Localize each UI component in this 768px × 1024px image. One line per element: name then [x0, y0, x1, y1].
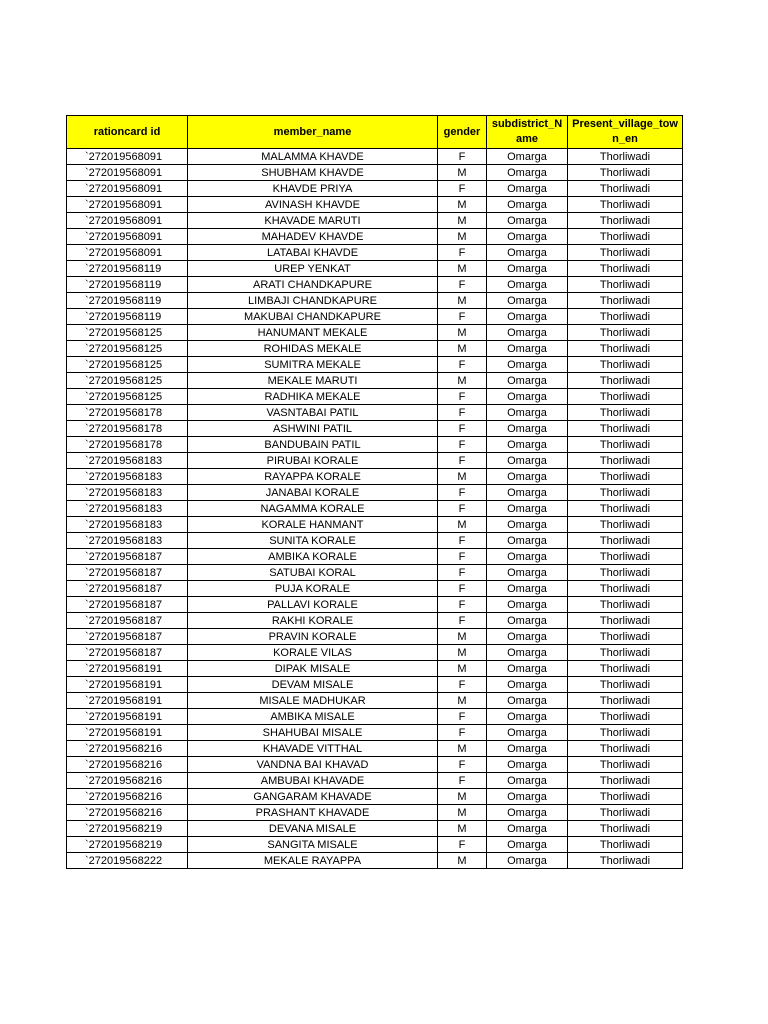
table-row [67, 261, 683, 277]
table-row [67, 709, 683, 725]
table-row [67, 421, 683, 437]
cell-gender: M [438, 517, 487, 533]
cell-gender: F [438, 501, 487, 517]
cell-subdistrict: Omarga [487, 453, 568, 469]
cell-rationcard-id: `272019568183 [67, 501, 188, 517]
table-row [67, 661, 683, 677]
cell-subdistrict: Omarga [487, 629, 568, 645]
table-row [67, 341, 683, 357]
cell-rationcard-id: `272019568187 [67, 613, 188, 629]
cell-subdistrict: Omarga [487, 741, 568, 757]
cell-village: Thorliwadi [568, 181, 683, 197]
cell-subdistrict: Omarga [487, 277, 568, 293]
table-body [67, 149, 683, 869]
cell-subdistrict: Omarga [487, 501, 568, 517]
cell-gender: F [438, 149, 487, 165]
table-row [67, 373, 683, 389]
cell-gender: M [438, 261, 487, 277]
cell-gender: F [438, 773, 487, 789]
cell-rationcard-id: `272019568187 [67, 581, 188, 597]
cell-rationcard-id: `272019568191 [67, 693, 188, 709]
cell-gender: F [438, 613, 487, 629]
cell-rationcard-id: `272019568125 [67, 341, 188, 357]
cell-gender: M [438, 229, 487, 245]
cell-gender: F [438, 245, 487, 261]
cell-rationcard-id: `272019568119 [67, 309, 188, 325]
table-row [67, 149, 683, 165]
cell-village: Thorliwadi [568, 773, 683, 789]
cell-subdistrict: Omarga [487, 789, 568, 805]
cell-subdistrict: Omarga [487, 245, 568, 261]
cell-rationcard-id: `272019568091 [67, 165, 188, 181]
cell-gender: M [438, 661, 487, 677]
cell-member-name: KHAVDE PRIYA [188, 181, 438, 197]
cell-subdistrict: Omarga [487, 613, 568, 629]
cell-village: Thorliwadi [568, 549, 683, 565]
cell-member-name: VANDNA BAI KHAVAD [188, 757, 438, 773]
cell-member-name: VASNTABAI PATIL [188, 405, 438, 421]
table-row [67, 501, 683, 517]
cell-village: Thorliwadi [568, 581, 683, 597]
cell-member-name: LIMBAJI CHANDKAPURE [188, 293, 438, 309]
cell-member-name: MEKALE MARUTI [188, 373, 438, 389]
cell-subdistrict: Omarga [487, 581, 568, 597]
cell-village: Thorliwadi [568, 629, 683, 645]
cell-gender: F [438, 533, 487, 549]
cell-member-name: HANUMANT MEKALE [188, 325, 438, 341]
cell-rationcard-id: `272019568216 [67, 805, 188, 821]
cell-subdistrict: Omarga [487, 389, 568, 405]
table-row [67, 853, 683, 869]
cell-subdistrict: Omarga [487, 533, 568, 549]
cell-member-name: LATABAI KHAVDE [188, 245, 438, 261]
table-row [67, 517, 683, 533]
cell-subdistrict: Omarga [487, 757, 568, 773]
cell-village: Thorliwadi [568, 373, 683, 389]
table-row [67, 437, 683, 453]
table-row [67, 773, 683, 789]
cell-subdistrict: Omarga [487, 709, 568, 725]
cell-rationcard-id: `272019568178 [67, 437, 188, 453]
cell-subdistrict: Omarga [487, 837, 568, 853]
table-row [67, 325, 683, 341]
cell-rationcard-id: `272019568119 [67, 277, 188, 293]
cell-village: Thorliwadi [568, 565, 683, 581]
cell-rationcard-id: `272019568125 [67, 389, 188, 405]
cell-subdistrict: Omarga [487, 821, 568, 837]
table-row [67, 309, 683, 325]
table-row [67, 693, 683, 709]
cell-rationcard-id: `272019568187 [67, 645, 188, 661]
cell-village: Thorliwadi [568, 261, 683, 277]
cell-gender: F [438, 485, 487, 501]
table-row [67, 405, 683, 421]
cell-subdistrict: Omarga [487, 565, 568, 581]
cell-rationcard-id: `272019568191 [67, 677, 188, 693]
cell-village: Thorliwadi [568, 149, 683, 165]
cell-gender: F [438, 677, 487, 693]
cell-member-name: PALLAVI KORALE [188, 597, 438, 613]
cell-member-name: ASHWINI PATIL [188, 421, 438, 437]
table-row [67, 165, 683, 181]
cell-gender: M [438, 213, 487, 229]
cell-subdistrict: Omarga [487, 469, 568, 485]
cell-rationcard-id: `272019568091 [67, 197, 188, 213]
cell-village: Thorliwadi [568, 693, 683, 709]
cell-subdistrict: Omarga [487, 165, 568, 181]
cell-member-name: MISALE MADHUKAR [188, 693, 438, 709]
cell-member-name: GANGARAM KHAVADE [188, 789, 438, 805]
cell-member-name: PIRUBAI KORALE [188, 453, 438, 469]
table-row [67, 677, 683, 693]
cell-member-name: AMBUBAI KHAVADE [188, 773, 438, 789]
cell-rationcard-id: `272019568187 [67, 597, 188, 613]
cell-gender: M [438, 805, 487, 821]
cell-gender: F [438, 277, 487, 293]
cell-village: Thorliwadi [568, 837, 683, 853]
cell-village: Thorliwadi [568, 725, 683, 741]
col-header-rationcard-id: rationcard id [67, 116, 188, 149]
cell-village: Thorliwadi [568, 453, 683, 469]
cell-subdistrict: Omarga [487, 485, 568, 501]
cell-rationcard-id: `272019568187 [67, 629, 188, 645]
cell-subdistrict: Omarga [487, 773, 568, 789]
cell-gender: F [438, 709, 487, 725]
cell-rationcard-id: `272019568183 [67, 517, 188, 533]
table-row [67, 741, 683, 757]
table-row [67, 565, 683, 581]
cell-village: Thorliwadi [568, 645, 683, 661]
cell-village: Thorliwadi [568, 325, 683, 341]
cell-rationcard-id: `272019568183 [67, 469, 188, 485]
cell-rationcard-id: `272019568119 [67, 261, 188, 277]
cell-member-name: DIPAK MISALE [188, 661, 438, 677]
cell-gender: F [438, 389, 487, 405]
cell-rationcard-id: `272019568125 [67, 325, 188, 341]
table-row [67, 453, 683, 469]
cell-subdistrict: Omarga [487, 597, 568, 613]
cell-village: Thorliwadi [568, 677, 683, 693]
cell-village: Thorliwadi [568, 421, 683, 437]
cell-rationcard-id: `272019568191 [67, 709, 188, 725]
cell-member-name: JANABAI KORALE [188, 485, 438, 501]
cell-rationcard-id: `272019568187 [67, 565, 188, 581]
cell-village: Thorliwadi [568, 437, 683, 453]
cell-member-name: KHAVADE VITTHAL [188, 741, 438, 757]
table-row [67, 277, 683, 293]
cell-village: Thorliwadi [568, 501, 683, 517]
cell-member-name: PUJA KORALE [188, 581, 438, 597]
cell-subdistrict: Omarga [487, 341, 568, 357]
cell-village: Thorliwadi [568, 469, 683, 485]
cell-gender: M [438, 741, 487, 757]
cell-village: Thorliwadi [568, 789, 683, 805]
cell-village: Thorliwadi [568, 165, 683, 181]
header-row [67, 116, 683, 149]
cell-rationcard-id: `272019568219 [67, 821, 188, 837]
cell-member-name: ARATI CHANDKAPURE [188, 277, 438, 293]
cell-member-name: KORALE VILAS [188, 645, 438, 661]
cell-subdistrict: Omarga [487, 677, 568, 693]
cell-subdistrict: Omarga [487, 517, 568, 533]
cell-gender: F [438, 309, 487, 325]
cell-member-name: BANDUBAIN PATIL [188, 437, 438, 453]
table-row [67, 805, 683, 821]
cell-rationcard-id: `272019568216 [67, 741, 188, 757]
cell-subdistrict: Omarga [487, 149, 568, 165]
cell-rationcard-id: `272019568178 [67, 405, 188, 421]
cell-member-name: PRASHANT KHAVADE [188, 805, 438, 821]
cell-member-name: SHUBHAM KHAVDE [188, 165, 438, 181]
cell-member-name: SUMITRA MEKALE [188, 357, 438, 373]
cell-village: Thorliwadi [568, 597, 683, 613]
cell-subdistrict: Omarga [487, 325, 568, 341]
cell-subdistrict: Omarga [487, 645, 568, 661]
cell-subdistrict: Omarga [487, 309, 568, 325]
col-header-member-name: member_name [188, 116, 438, 149]
cell-rationcard-id: `272019568178 [67, 421, 188, 437]
col-header-present-village: Present_village_town_en [568, 116, 683, 149]
cell-member-name: AMBIKA KORALE [188, 549, 438, 565]
cell-gender: F [438, 405, 487, 421]
cell-gender: M [438, 853, 487, 869]
cell-member-name: MEKALE RAYAPPA [188, 853, 438, 869]
cell-village: Thorliwadi [568, 517, 683, 533]
table-row [67, 197, 683, 213]
cell-village: Thorliwadi [568, 757, 683, 773]
cell-village: Thorliwadi [568, 821, 683, 837]
cell-member-name: KHAVADE MARUTI [188, 213, 438, 229]
cell-member-name: AVINASH KHAVDE [188, 197, 438, 213]
cell-rationcard-id: `272019568216 [67, 757, 188, 773]
cell-village: Thorliwadi [568, 213, 683, 229]
cell-rationcard-id: `272019568187 [67, 549, 188, 565]
cell-gender: F [438, 357, 487, 373]
cell-village: Thorliwadi [568, 405, 683, 421]
cell-member-name: RADHIKA MEKALE [188, 389, 438, 405]
col-header-gender: gender [438, 116, 487, 149]
cell-gender: F [438, 453, 487, 469]
table-row [67, 245, 683, 261]
cell-subdistrict: Omarga [487, 357, 568, 373]
cell-rationcard-id: `272019568091 [67, 245, 188, 261]
table-row [67, 613, 683, 629]
cell-subdistrict: Omarga [487, 805, 568, 821]
cell-rationcard-id: `272019568125 [67, 373, 188, 389]
table-header [67, 116, 683, 149]
cell-member-name: RAKHI KORALE [188, 613, 438, 629]
cell-rationcard-id: `272019568183 [67, 453, 188, 469]
cell-gender: M [438, 293, 487, 309]
cell-rationcard-id: `272019568183 [67, 533, 188, 549]
cell-member-name: DEVAM MISALE [188, 677, 438, 693]
cell-subdistrict: Omarga [487, 405, 568, 421]
cell-member-name: NAGAMMA KORALE [188, 501, 438, 517]
cell-member-name: MALAMMA KHAVDE [188, 149, 438, 165]
table-row [67, 549, 683, 565]
cell-village: Thorliwadi [568, 533, 683, 549]
cell-rationcard-id: `272019568125 [67, 357, 188, 373]
cell-gender: F [438, 597, 487, 613]
cell-village: Thorliwadi [568, 277, 683, 293]
cell-member-name: SANGITA MISALE [188, 837, 438, 853]
cell-rationcard-id: `272019568216 [67, 789, 188, 805]
table-row [67, 789, 683, 805]
table-row [67, 229, 683, 245]
cell-subdistrict: Omarga [487, 437, 568, 453]
cell-gender: F [438, 437, 487, 453]
cell-gender: M [438, 341, 487, 357]
cell-gender: M [438, 197, 487, 213]
cell-subdistrict: Omarga [487, 197, 568, 213]
cell-gender: F [438, 565, 487, 581]
cell-member-name: ROHIDAS MEKALE [188, 341, 438, 357]
cell-village: Thorliwadi [568, 357, 683, 373]
cell-village: Thorliwadi [568, 613, 683, 629]
cell-village: Thorliwadi [568, 805, 683, 821]
cell-rationcard-id: `272019568216 [67, 773, 188, 789]
cell-rationcard-id: `272019568091 [67, 149, 188, 165]
table-row [67, 389, 683, 405]
table-row [67, 485, 683, 501]
cell-village: Thorliwadi [568, 741, 683, 757]
cell-village: Thorliwadi [568, 293, 683, 309]
table-row [67, 837, 683, 853]
cell-subdistrict: Omarga [487, 693, 568, 709]
cell-member-name: MAHADEV KHAVDE [188, 229, 438, 245]
cell-rationcard-id: `272019568091 [67, 213, 188, 229]
cell-rationcard-id: `272019568191 [67, 725, 188, 741]
cell-rationcard-id: `272019568091 [67, 181, 188, 197]
cell-subdistrict: Omarga [487, 661, 568, 677]
cell-village: Thorliwadi [568, 341, 683, 357]
cell-subdistrict: Omarga [487, 421, 568, 437]
cell-village: Thorliwadi [568, 853, 683, 869]
cell-member-name: KORALE HANMANT [188, 517, 438, 533]
cell-subdistrict: Omarga [487, 549, 568, 565]
cell-gender: M [438, 165, 487, 181]
cell-rationcard-id: `272019568119 [67, 293, 188, 309]
table-row [67, 181, 683, 197]
cell-gender: F [438, 725, 487, 741]
table-row [67, 469, 683, 485]
cell-gender: F [438, 421, 487, 437]
cell-subdistrict: Omarga [487, 261, 568, 277]
cell-member-name: UREP YENKAT [188, 261, 438, 277]
cell-subdistrict: Omarga [487, 229, 568, 245]
cell-gender: M [438, 629, 487, 645]
cell-village: Thorliwadi [568, 245, 683, 261]
cell-member-name: SHAHUBAI MISALE [188, 725, 438, 741]
cell-member-name: SUNITA KORALE [188, 533, 438, 549]
cell-village: Thorliwadi [568, 229, 683, 245]
table-row [67, 533, 683, 549]
cell-village: Thorliwadi [568, 661, 683, 677]
cell-village: Thorliwadi [568, 309, 683, 325]
cell-gender: F [438, 581, 487, 597]
col-header-subdistrict-name: subdistrict_Name [487, 116, 568, 149]
cell-gender: F [438, 549, 487, 565]
table-row [67, 293, 683, 309]
cell-subdistrict: Omarga [487, 725, 568, 741]
cell-gender: M [438, 325, 487, 341]
cell-rationcard-id: `272019568219 [67, 837, 188, 853]
cell-gender: M [438, 821, 487, 837]
cell-rationcard-id: `272019568183 [67, 485, 188, 501]
cell-gender: M [438, 373, 487, 389]
cell-member-name: PRAVIN KORALE [188, 629, 438, 645]
ration-card-table [66, 115, 683, 869]
table-row [67, 725, 683, 741]
cell-village: Thorliwadi [568, 485, 683, 501]
table-row [67, 357, 683, 373]
cell-subdistrict: Omarga [487, 853, 568, 869]
table-row [67, 645, 683, 661]
table-row [67, 629, 683, 645]
cell-subdistrict: Omarga [487, 373, 568, 389]
cell-member-name: DEVANA MISALE [188, 821, 438, 837]
cell-gender: M [438, 789, 487, 805]
cell-gender: F [438, 837, 487, 853]
cell-member-name: MAKUBAI CHANDKAPURE [188, 309, 438, 325]
cell-gender: F [438, 181, 487, 197]
cell-member-name: SATUBAI KORAL [188, 565, 438, 581]
table-row [67, 757, 683, 773]
cell-gender: F [438, 757, 487, 773]
cell-rationcard-id: `272019568091 [67, 229, 188, 245]
table-row [67, 213, 683, 229]
cell-gender: M [438, 693, 487, 709]
table-row [67, 581, 683, 597]
cell-subdistrict: Omarga [487, 293, 568, 309]
table-row [67, 597, 683, 613]
cell-gender: M [438, 469, 487, 485]
table-row [67, 821, 683, 837]
cell-rationcard-id: `272019568222 [67, 853, 188, 869]
cell-subdistrict: Omarga [487, 181, 568, 197]
cell-village: Thorliwadi [568, 197, 683, 213]
cell-subdistrict: Omarga [487, 213, 568, 229]
cell-member-name: AMBIKA MISALE [188, 709, 438, 725]
cell-rationcard-id: `272019568191 [67, 661, 188, 677]
cell-village: Thorliwadi [568, 709, 683, 725]
cell-village: Thorliwadi [568, 389, 683, 405]
cell-gender: M [438, 645, 487, 661]
cell-member-name: RAYAPPA KORALE [188, 469, 438, 485]
